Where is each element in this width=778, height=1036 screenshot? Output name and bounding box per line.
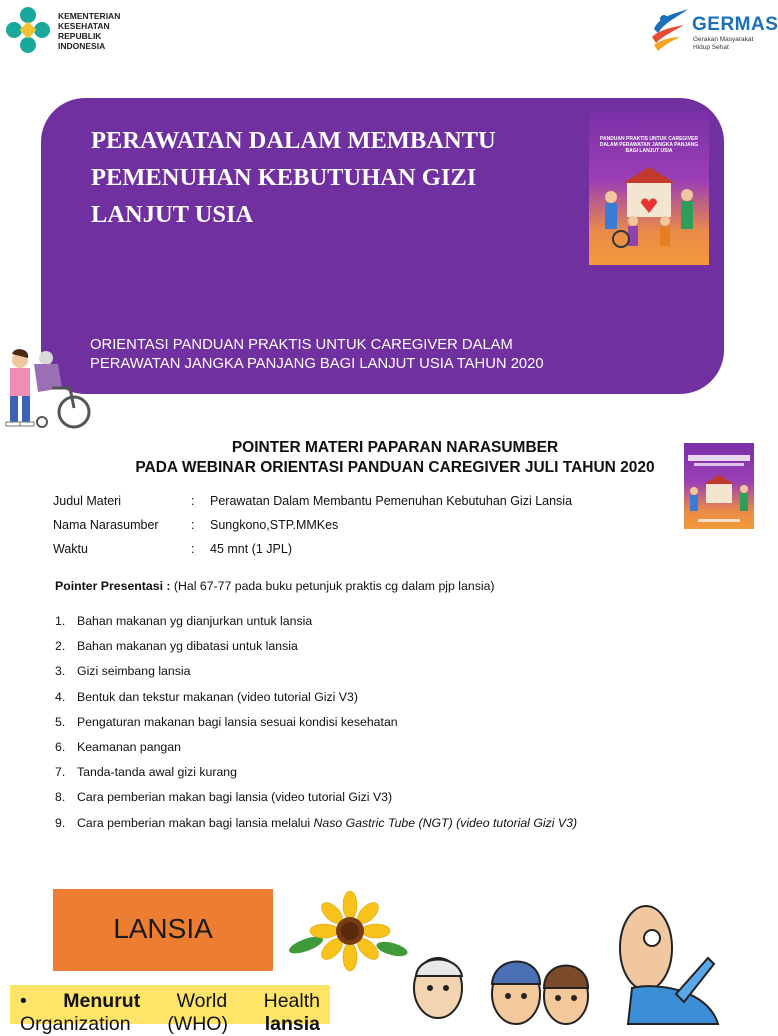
pointer-heading-line: PADA WEBINAR ORIENTASI PANDUAN CAREGIVER JULI TAHUN 2020 [135, 459, 655, 476]
who-definition-text [20, 990, 320, 1036]
topic-list [55, 614, 577, 841]
list-item-text: Cara pemberian makan bagi lansia (video tutorial Gizi V3) [77, 790, 393, 805]
caregiver-wheelchair-illustration [0, 348, 95, 433]
list-item-number: 7. [55, 765, 66, 780]
info-colon: : [191, 494, 195, 508]
list-item-text: Bahan makanan yg dianjurkan untuk lansia [77, 614, 313, 628]
list-item-number: 6. [55, 739, 66, 754]
kemkes-line: KEMENTERIAN [58, 11, 121, 21]
book-cover-image [589, 111, 709, 265]
list-item-italic-text: Naso Gastric Tube (NGT) (video tutorial Gizi V3) [313, 815, 578, 830]
kemkes-line: REPUBLIK [58, 31, 102, 41]
list-item [55, 614, 577, 639]
info-label: Nama Narasumber [53, 518, 159, 532]
list-item-number: 9. [55, 815, 66, 830]
list-item [55, 740, 577, 765]
banner-title-line: PEMENUHAN KEBUTUHAN GIZI [91, 164, 477, 191]
banner-title [91, 122, 531, 233]
list-item-text: Keamanan pangan [77, 739, 181, 754]
lansia-box [53, 889, 273, 971]
germas-tagline [693, 36, 753, 52]
who-text: World Health [140, 990, 321, 1012]
list-item [55, 765, 577, 790]
banner-title-line: PERAWATAN DALAM MEMBANTU [91, 127, 496, 154]
list-item [55, 639, 577, 664]
list-item-text: Gizi seimbang lansia [77, 664, 191, 679]
list-item-number: 5. [55, 714, 66, 729]
banner-subtitle-line: ORIENTASI PANDUAN PRAKTIS UNTUK CAREGIVER DALAM [90, 337, 513, 353]
who-definition-box [10, 985, 330, 1035]
pointer-intro [55, 579, 495, 593]
list-item [55, 790, 577, 815]
banner-subtitle-line: PERAWATAN JANGKA PANJANG BAGI LANJUT USIA TAHUN 2020 [90, 356, 544, 372]
banner-title-line: LANJUT USIA [91, 201, 254, 228]
list-item-number: 2. [55, 639, 66, 654]
info-value: Sungkono,STP.MMKes [210, 518, 339, 532]
germas-logo [648, 5, 778, 57]
list-item-number: 3. [55, 664, 66, 679]
info-value: 45 mnt (1 JPL) [210, 542, 292, 556]
kemkes-emblem-icon [4, 5, 52, 55]
germas-tagline-line: Hidup Sehat [693, 44, 729, 51]
list-item-text: Pengaturan makanan bagi lansia sesuai kondisi kesehatan [77, 714, 398, 729]
list-item-text: Tanda-tanda awal gizi kurang [77, 765, 237, 780]
title-banner [41, 98, 724, 394]
info-colon: : [191, 542, 195, 556]
kemkes-line: INDONESIA [58, 41, 106, 51]
info-colon: : [191, 518, 195, 532]
germas-swoosh-icon [648, 7, 692, 57]
list-item-text: Bahan makanan yg dibatasi untuk lansia [77, 639, 298, 654]
germas-tagline-line: Gerakan Masyarakat [693, 36, 754, 43]
banner-subtitle [90, 336, 650, 374]
info-label: Waktu [53, 542, 88, 556]
kemkes-name [58, 11, 120, 51]
pointer-intro-label: Pointer Presentasi : [55, 579, 171, 593]
list-item [55, 664, 577, 689]
pointer-intro-text: (Hal 67-77 pada buku petunjuk praktis cg dalam pjp lansia) [170, 579, 495, 593]
book-thumbnail-illustration-icon [684, 443, 754, 529]
info-label: Judul Materi [53, 494, 122, 508]
book-cover-illustration-icon [597, 163, 701, 251]
elderly-people-illustration [408, 898, 738, 1024]
list-item-number: 4. [55, 689, 66, 704]
info-value: Perawatan Dalam Membantu Pemenuhan Kebutuhan Gizi Lansia [210, 494, 573, 508]
who-text: Organization (WHO) [20, 1013, 228, 1035]
sunflower-icon [288, 893, 410, 971]
kemkes-logo [4, 5, 134, 55]
kemkes-line: KESEHATAN [58, 21, 110, 31]
lansia-label: LANSIA [113, 913, 213, 944]
list-item [55, 715, 577, 740]
bullet-icon: • [20, 990, 27, 1012]
who-bold-text: lansia [227, 1013, 321, 1035]
list-item [55, 690, 577, 715]
book-cover-title: PANDUAN PRAKTIS UNTUK CAREGIVER DALAM PERAWATAN JANGKA PANJANG BAGI LANJUT USIA [599, 136, 699, 154]
list-item [55, 816, 577, 841]
who-bold-text: Menurut [63, 990, 141, 1012]
book-thumbnail-image [684, 443, 754, 529]
list-item-text: Bentuk dan tekstur makanan (video tutorial Gizi V3) [77, 689, 358, 704]
list-item-text: Cara pemberian makan bagi lansia melalui [77, 815, 314, 830]
pointer-heading-line: POINTER MATERI PAPARAN NARASUMBER [231, 439, 559, 456]
pointer-heading [100, 438, 690, 478]
germas-wordmark: GERMAS [692, 14, 778, 35]
list-item-number: 1. [55, 614, 66, 628]
list-item-number: 8. [55, 790, 66, 805]
